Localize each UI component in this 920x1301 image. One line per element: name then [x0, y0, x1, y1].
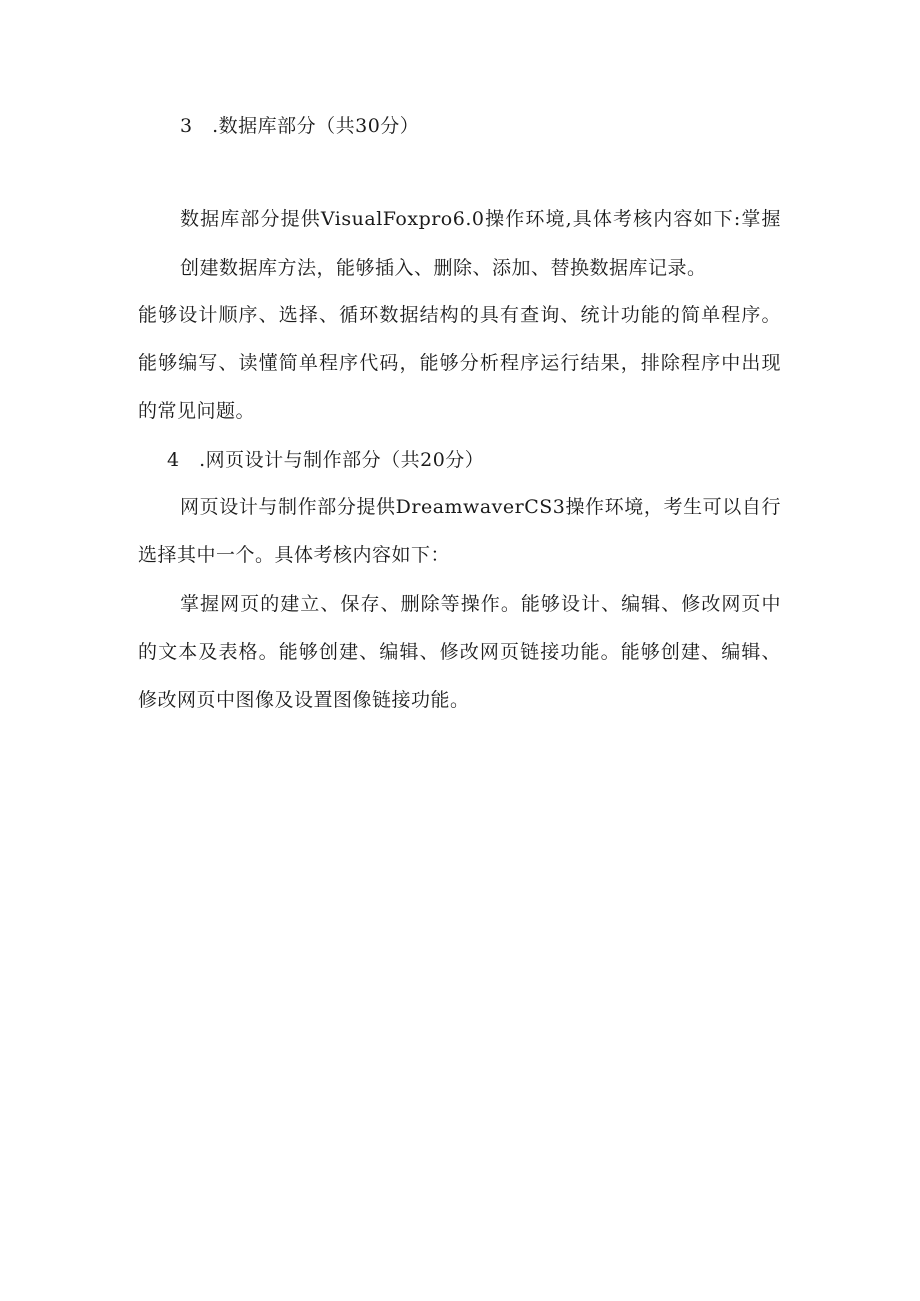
- section4-paragraph-line: 选择其中一个。具体考核内容如下：: [138, 544, 451, 566]
- section4-paragraph-line: 修改网页中图像及设置图像链接功能。: [138, 689, 470, 711]
- section3-paragraph-line: 的常见问题。: [138, 400, 256, 422]
- section3-paragraph-line: 能够编写、读懂简单程序代码，能够分析程序运行结果，排除程序中出现: [138, 352, 781, 374]
- section4-paragraph-line: 掌握网页的建立、保存、删除等操作。能够设计、编辑、修改网页中: [180, 593, 781, 615]
- section4-paragraph-line: 的文本及表格。能够创建、编辑、修改网页链接功能。能够创建、编辑、: [138, 641, 781, 663]
- section3-paragraph-line: 数据库部分提供VisualFoxpro6.0操作环境,具体考核内容如下:掌握: [180, 208, 781, 230]
- section3-paragraph-line: 创建数据库方法，能够插入、删除、添加、替换数据库记录。: [180, 257, 707, 279]
- section4-paragraph-line: 网页设计与制作部分提供DreamwaverCS3操作环境，考生可以自行: [180, 496, 781, 518]
- section3-heading: 3 .数据库部分（共30分）: [180, 115, 420, 137]
- section3-paragraph-line: 能够设计顺序、选择、循环数据结构的具有查询、统计功能的简单程序。: [138, 304, 781, 326]
- section4-heading: 4 .网页设计与制作部分（共20分）: [167, 449, 485, 471]
